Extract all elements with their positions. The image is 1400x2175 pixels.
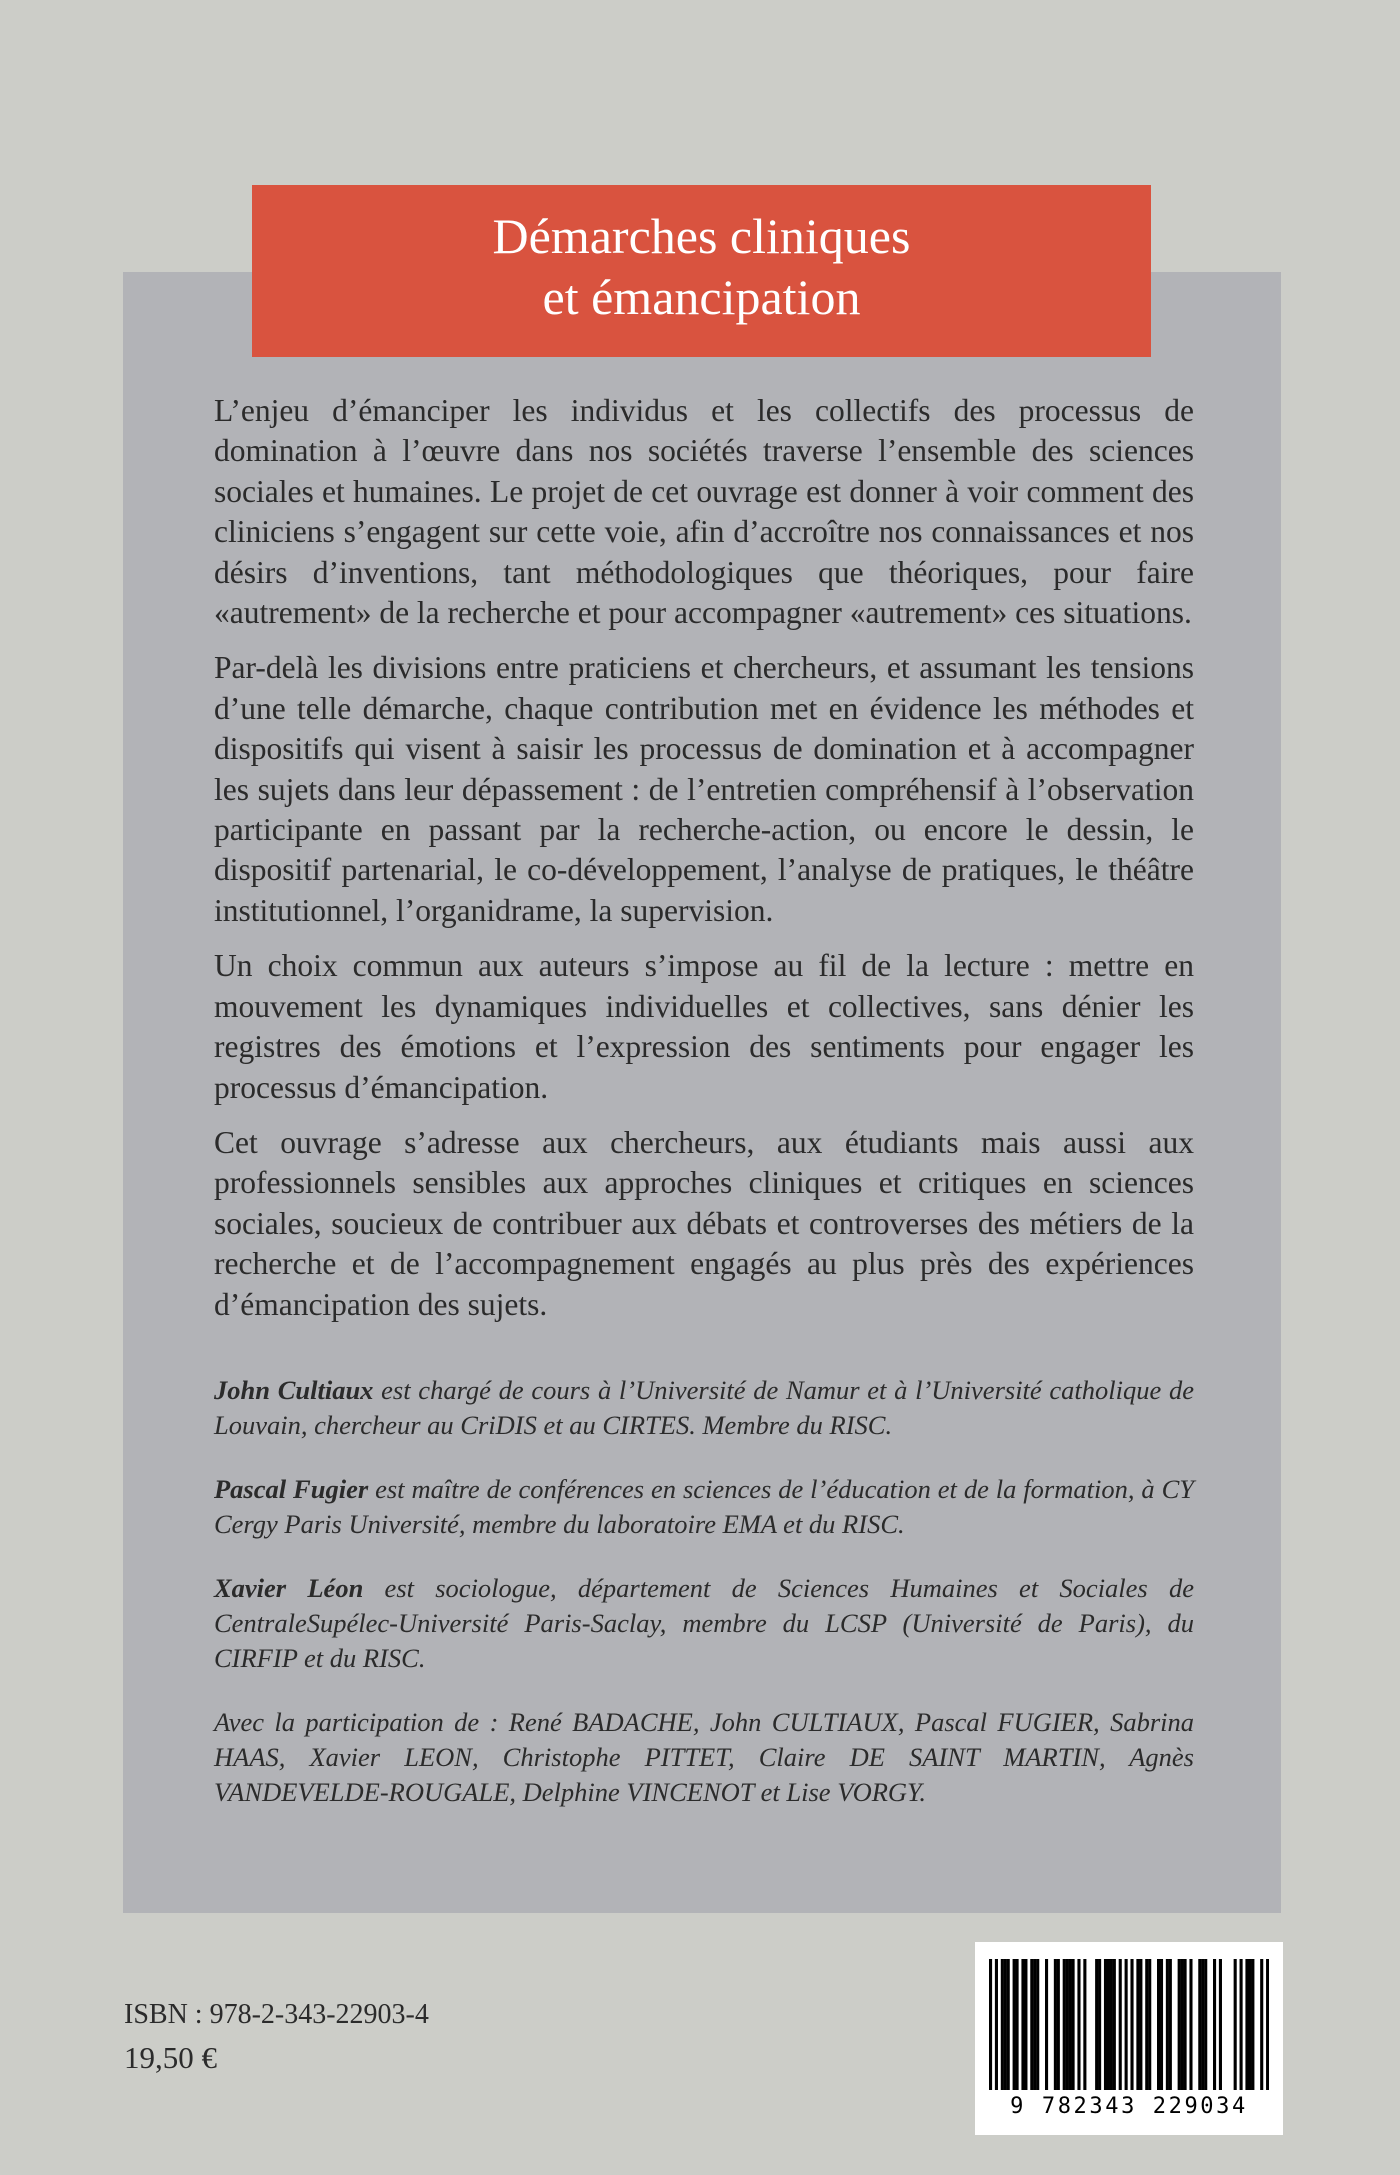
barcode-bar (1110, 1959, 1113, 2090)
barcode-bar (1198, 1959, 1201, 2090)
barcode-bar (1021, 1959, 1024, 2090)
barcode-bar (1260, 1959, 1263, 2090)
author-name: Pascal Fugier (214, 1474, 369, 1504)
barcode-bar (1098, 1959, 1101, 2090)
barcode-bar (1113, 1959, 1116, 2090)
barcode-bar (1072, 1959, 1075, 2090)
summary-paragraph-2: Par-delà les divisions entre praticiens et chercheurs, et assumant les tensions d’une telle démarche, chaque contribution met en évidence les méthodes et dispositifs qui visent à saisir les processus de domination et à accompagner les sujets dans leur dépassement : de l’entretien compréhensif à l’observation participante en passant par la recherche-action, ou encore le dessin, le dispositif partenarial, le co-développement, l’analyse de pratiques, le théâtre institutionnel, l’organidrame, la supervision. (214, 650, 1194, 928)
barcode-bar (1033, 1959, 1036, 2090)
barcode-bar (1004, 1959, 1007, 2090)
barcode-bar (1136, 1959, 1139, 2090)
author-bio-text: est chargé de cours à l’Université de Namur et à l’Université catholique de Louvain, chercheur au CriDIS et au CIRTES. Membre du RISC. (214, 1375, 1194, 1440)
author-bio-text: est maître de conférences en sciences de l’éducation et de la formation, à CY Cergy Paris Université, membre du laboratoire EMA et du RISC. (214, 1474, 1194, 1539)
author-bio (214, 1373, 1194, 1443)
barcode-bar (1213, 1959, 1216, 2090)
barcode-bar (1245, 1959, 1248, 2090)
barcode-bar (1169, 1959, 1172, 2090)
barcode-digits: 9 782343 229034 (1010, 2094, 1248, 2119)
barcode-bar (1119, 1959, 1122, 2090)
isbn: ISBN : 978-2-343-22903-4 (124, 1999, 429, 2030)
barcode-bar (1181, 1959, 1184, 2090)
barcode-bar (1130, 1959, 1133, 2090)
barcode-bar (1045, 1959, 1048, 2090)
title-line-1: Démarches cliniques (492, 208, 911, 264)
author-name: John Cultiaux (214, 1375, 374, 1405)
barcode-bar (1013, 1959, 1016, 2090)
participation-list: Avec la participation de : René BADACHE, John CULTIAUX, Pascal FUGIER, Sabrina HAAS, Xavier LEON, Christophe PITTET, Claire DE SAINT MARTIN, Agnès VANDEVELDE-ROUGALE, Delphine VINCENOT et Lise VORGY. (214, 1707, 1194, 1807)
price: 19,50 € (124, 2040, 217, 2075)
barcode-bar (1057, 1959, 1060, 2090)
barcode-bar (1095, 1959, 1098, 2090)
barcode-bar (1077, 1959, 1080, 2090)
barcode-bars (989, 1959, 1269, 2090)
barcode-bar (1240, 1959, 1243, 2090)
barcode-bar (1148, 1959, 1151, 2090)
barcode-bar (1001, 1959, 1004, 2090)
barcode-bar (1007, 1959, 1010, 2090)
barcode-bar (1054, 1959, 1057, 2090)
barcode-bar (1184, 1959, 1187, 2090)
barcode-bar (1066, 1959, 1069, 2090)
barcode-bar (1083, 1959, 1086, 2090)
summary-paragraph-4: Cet ouvrage s’adresse aux chercheurs, aux étudiants mais aussi aux professionnels sensibles aux approches cliniques et critiques en sciences sociales, soucieux de contribuer aux débats et controverses des métiers de la recherche et de l’accompagnement engagés au plus près des expériences d’émancipation des sujets. (214, 1124, 1194, 1322)
author-bio (214, 1472, 1194, 1542)
barcode-bar (1063, 1959, 1066, 2090)
barcode-bar (1069, 1959, 1072, 2090)
barcode-bar (1266, 1959, 1269, 2090)
author-bios (214, 1373, 1194, 1839)
barcode-bar (1145, 1959, 1148, 2090)
barcode-bar (1201, 1959, 1204, 2090)
author-bio-text: est sociologue, département de Sciences Humaines et Sociales de CentraleSupélec-Université Paris-Saclay, membre du LCSP (Université de Paris), du CIRFIP et du RISC. (214, 1573, 1195, 1673)
barcode-bar (1016, 1959, 1019, 2090)
barcode-bar (1107, 1959, 1110, 2090)
barcode-bar (1036, 1959, 1039, 2090)
author-bio (214, 1571, 1194, 1676)
barcode-bar (1024, 1959, 1027, 2090)
barcode-bar (1160, 1959, 1163, 2090)
barcode-bar (1157, 1959, 1160, 2090)
barcode-bar (1234, 1959, 1237, 2090)
barcode-bar (989, 1959, 992, 2090)
barcode-bar (1219, 1959, 1222, 2090)
barcode-bar (1104, 1959, 1107, 2090)
barcode-bar (1030, 1959, 1033, 2090)
barcode (975, 1942, 1283, 2135)
barcode-bar (1189, 1959, 1192, 2090)
barcode-bar (1251, 1959, 1254, 2090)
barcode-bar (1139, 1959, 1142, 2090)
title-line-2: et émancipation (542, 269, 861, 325)
barcode-bar (1248, 1959, 1251, 2090)
summary-paragraph-1: L’enjeu d’émanciper les individus et les collectifs des processus de domination à l’œuvre dans nos sociétés traverse l’ensemble des sciences sociales et humaines. Le projet de cet ouvrage est donner à voir comment des cliniciens s’engagent sur cette voie, afin d’accroître nos connaissances et nos désirs d’inventions, tant méthodologiques que théoriques, pour faire «autrement» de la recherche et pour accompagner «autrement» ces situations. (214, 393, 1194, 631)
summary-paragraph-3: Un choix commun aux auteurs s’impose au fil de la lecture : mettre en mouvement les dynamiques individuelles et collectives, sans dénier les registres des émotions et l’expression des sentiments pour engager les processus d’émancipation. (214, 948, 1194, 1105)
barcode-bar (1204, 1959, 1207, 2090)
barcode-bar (995, 1959, 998, 2090)
barcode-bar (1166, 1959, 1169, 2090)
back-cover-summary (214, 391, 1194, 1340)
author-name: Xavier Léon (214, 1573, 364, 1603)
barcode-bar (1125, 1959, 1128, 2090)
title-banner (252, 185, 1151, 357)
barcode-bar (1178, 1959, 1181, 2090)
